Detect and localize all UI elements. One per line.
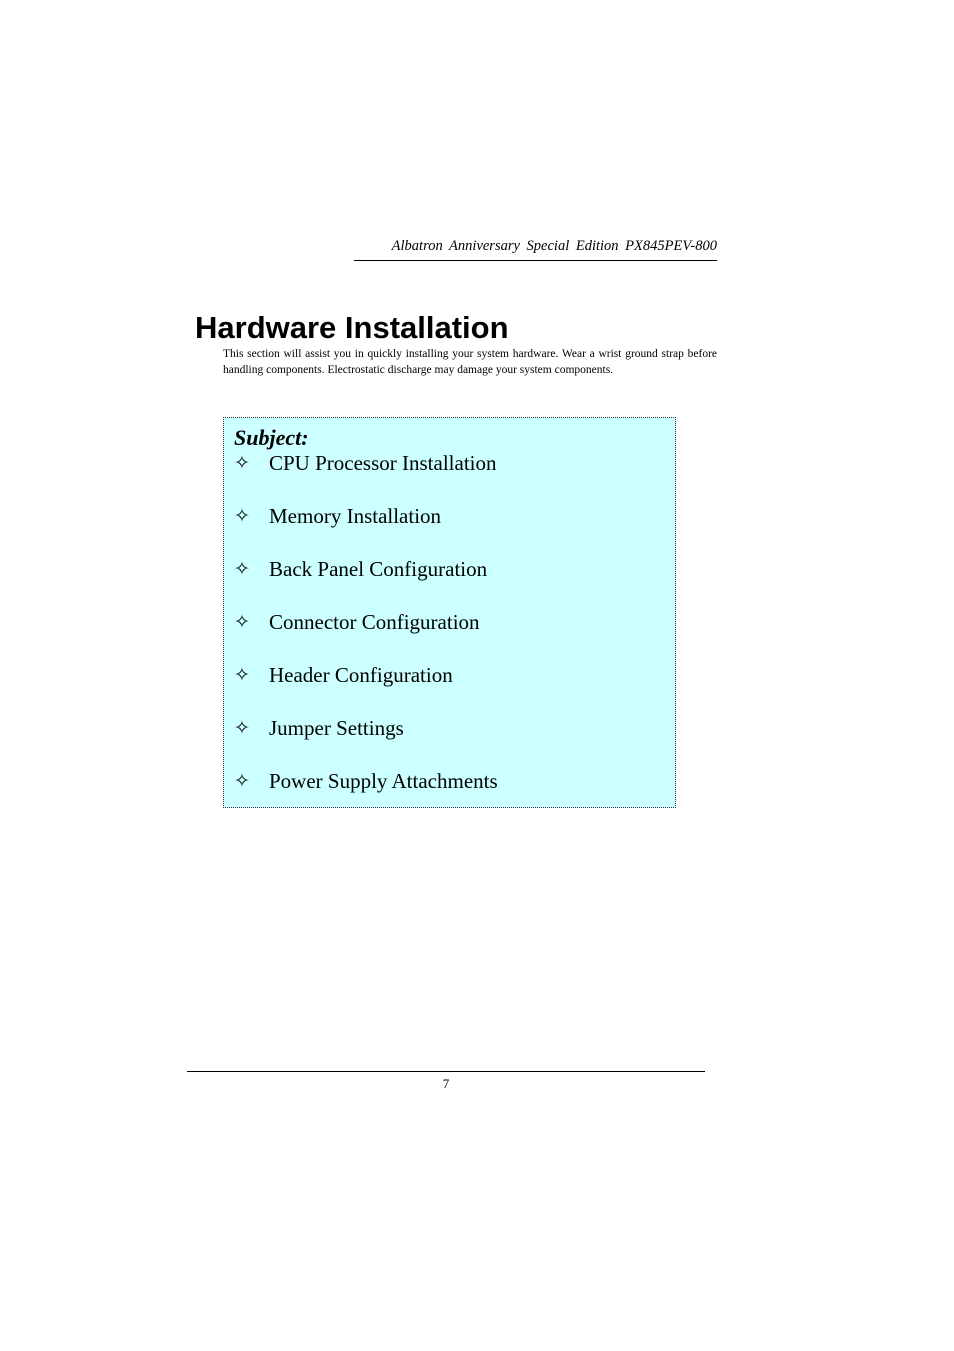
subject-box xyxy=(223,417,676,808)
page-title: Hardware Installation xyxy=(195,310,509,345)
list-item-label: Power Supply Attachments xyxy=(269,769,498,793)
four-point-star-bullet-icon: ✧ xyxy=(234,558,250,580)
list-item xyxy=(234,713,498,766)
four-point-star-bullet-icon: ✧ xyxy=(234,505,250,527)
list-item xyxy=(234,607,498,660)
list-item-label: Memory Installation xyxy=(269,504,442,528)
list-item xyxy=(234,766,498,819)
four-point-star-bullet-icon: ✧ xyxy=(234,717,250,739)
list-item-label: CPU Processor Installation xyxy=(269,451,497,475)
list-item xyxy=(234,501,498,554)
list-item xyxy=(234,660,498,713)
list-item-label: Back Panel Configuration xyxy=(269,557,488,581)
four-point-star-bullet-icon: ✧ xyxy=(234,664,250,686)
list-item xyxy=(234,554,498,607)
list-item xyxy=(234,448,498,501)
list-item-label: Connector Configuration xyxy=(269,610,480,634)
footer-divider xyxy=(187,1071,705,1072)
intro-paragraph: This section will assist you in quickly installing your system hardware. Wear a wrist ground strap before handling components. Electrostatic discharge may damage your system components. xyxy=(223,348,717,376)
list-item-label: Header Configuration xyxy=(269,663,453,687)
list-item-label: Jumper Settings xyxy=(269,716,404,740)
running-header-title: Albatron Anniversary Special Edition PX845PEV-800 xyxy=(391,238,717,254)
four-point-star-bullet-icon: ✧ xyxy=(234,452,250,474)
four-point-star-bullet-icon: ✧ xyxy=(234,611,250,633)
subject-heading: Subject: xyxy=(234,425,309,450)
running-header xyxy=(354,236,717,261)
page-number: 7 xyxy=(442,1076,450,1091)
subject-list xyxy=(234,448,498,819)
four-point-star-bullet-icon: ✧ xyxy=(234,770,250,792)
